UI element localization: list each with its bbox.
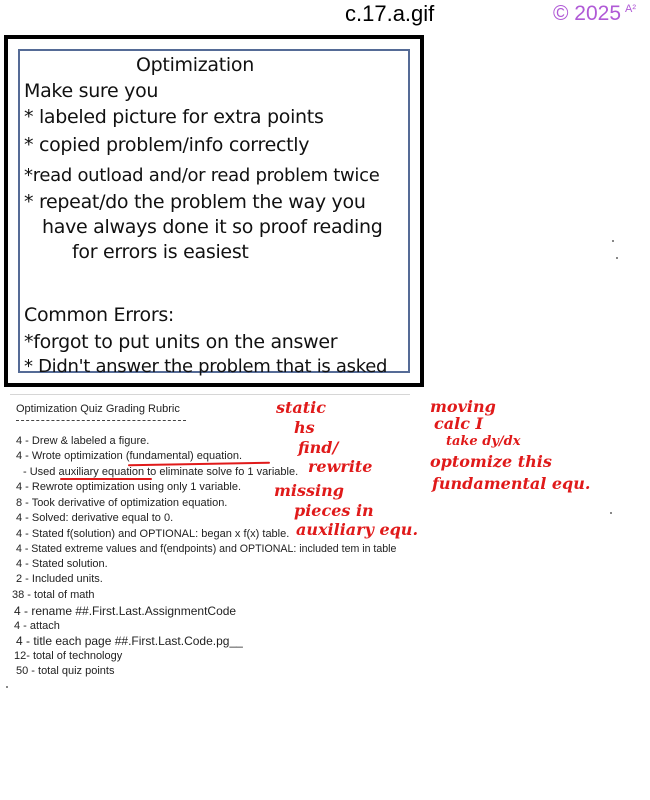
rubric-item: 2 - Included units. [16, 573, 103, 585]
note-pieces: pieces in [294, 501, 374, 520]
tips-line-picture: * labeled picture for extra points [24, 106, 324, 128]
rubric-item: 12- total of technology [14, 650, 123, 662]
file-name-label: c.17.a.gif [345, 1, 435, 26]
copyright-notice [553, 2, 636, 26]
rubric-dashed-rule [16, 420, 186, 421]
rubric-item: 4 - title each page ##.First.Last.Code.pg__ [16, 634, 243, 648]
error-not-answered: * Didn't answer the problem that is asked [24, 356, 388, 377]
tips-line-copied: * copied problem/info correctly [24, 134, 310, 156]
note-optomize: optomize this [430, 452, 552, 471]
note-take-derivative: take dy/dx [446, 434, 521, 449]
tips-title: Optimization [136, 54, 254, 76]
rubric-item: 4 - Stated solution. [16, 558, 108, 570]
note-calc: calc I [434, 414, 483, 433]
note-find: find/ [298, 438, 339, 457]
underline-auxiliary [60, 478, 152, 480]
common-errors-heading: Common Errors: [24, 304, 175, 326]
scan-speck [6, 686, 8, 688]
rubric-item: 4 - rename ##.First.Last.AssignmentCode [14, 604, 237, 618]
rubric-item: 4 - attach [14, 620, 60, 632]
tips-line-intro: Make sure you [24, 80, 159, 102]
rubric-item: 4 - Drew & labeled a figure. [16, 435, 150, 447]
rubric-item: 4 - Rewrote optimization using only 1 variable. [16, 481, 242, 493]
error-units: *forgot to put units on the answer [24, 331, 338, 353]
tips-box [4, 35, 424, 387]
rubric-item: 4 - Solved: derivative equal to 0. [16, 512, 174, 524]
note-missing: missing [274, 481, 344, 500]
note-hs: hs [294, 418, 315, 437]
rubric-item: 4 - Stated extreme values and f(endpoints) and OPTIONAL: included tem in table [16, 543, 397, 555]
tips-line-proof: have always done it so proof reading [42, 216, 383, 238]
scan-speck [616, 257, 618, 259]
tips-line-errors: for errors is easiest [72, 241, 249, 263]
note-moving: moving [430, 397, 496, 416]
rubric-item: 38 - total of math [12, 589, 95, 601]
rubric-title: Optimization Quiz Grading Rubric [16, 403, 180, 415]
rubric-item: 4 - Wrote optimization (fundamental) equation. [16, 450, 243, 462]
tips-line-read: *read outload and/or read problem twice [24, 165, 380, 186]
rubric-item: 8 - Took derivative of optimization equation. [16, 497, 228, 509]
tips-line-repeat: * repeat/do the problem the way you [24, 191, 366, 213]
scan-speck [610, 512, 612, 514]
note-static: static [276, 398, 326, 417]
rubric-item: - Used auxiliary equation to eliminate solve fo 1 variable. [23, 466, 299, 478]
note-rewrite: rewrite [308, 457, 373, 476]
note-fundamental: fundamental equ. [432, 474, 591, 493]
rubric-item: 50 - total quiz points [16, 665, 115, 677]
author-mark: A² [625, 3, 637, 15]
note-auxiliary: auxiliary equ. [296, 520, 419, 539]
copyright-text: © 2025 [553, 2, 622, 25]
scan-speck [612, 240, 614, 242]
rubric-separator [10, 394, 410, 395]
rubric-item: 4 - Stated f(solution) and OPTIONAL: began x f(x) table. [16, 528, 290, 540]
